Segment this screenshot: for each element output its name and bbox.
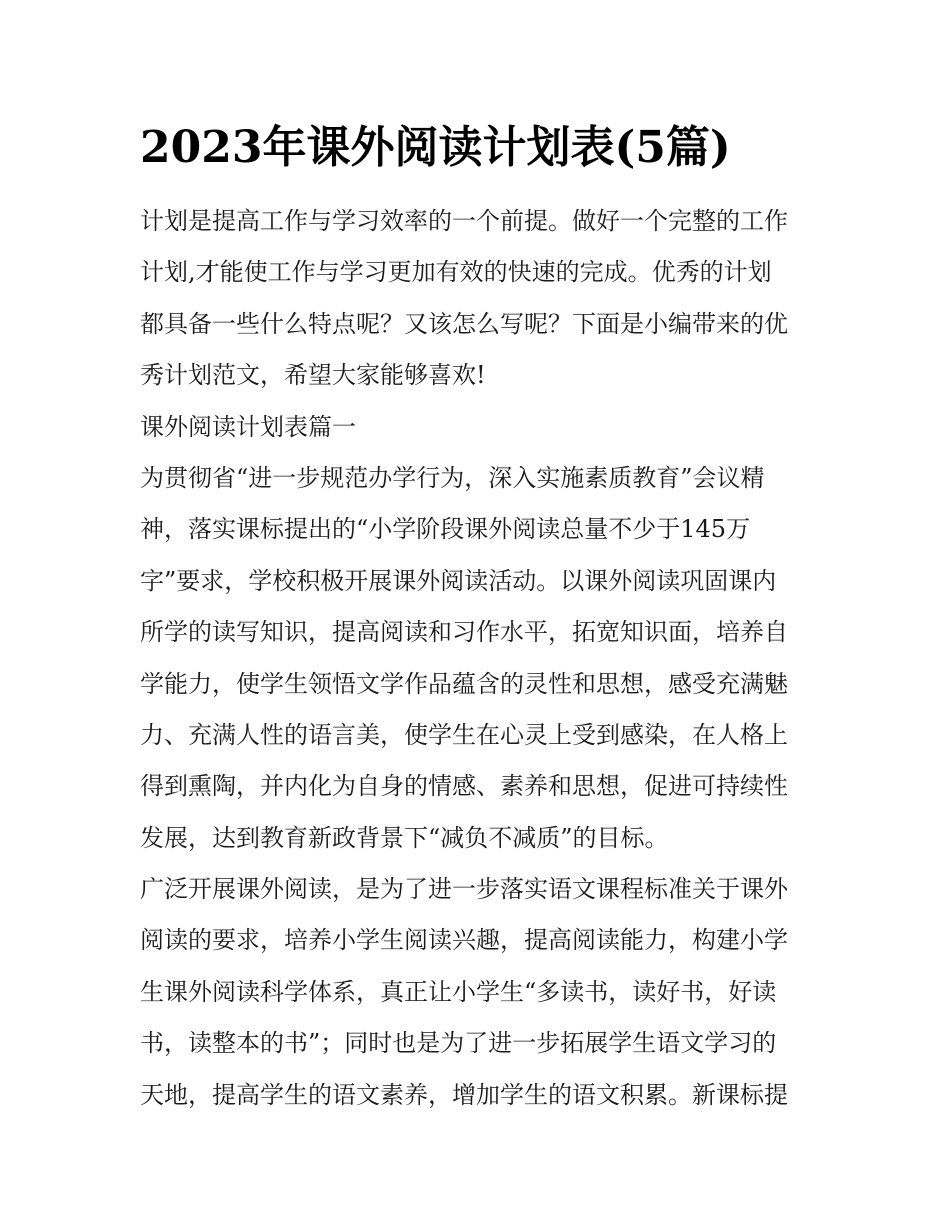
section-heading: 课外阅读计划表篇一 (140, 412, 356, 441)
body-line: 字”要求，学校积极开展课外阅读活动。以课外阅读巩固课内 (140, 566, 777, 595)
body-line: 为贯彻省“进一步规范办学行为，深入实施素质教育”会议精 (140, 463, 765, 492)
body-line: 天地，提高学生的语文素养，增加学生的语文积累。新课标提 (140, 1080, 788, 1109)
body-line: 学能力，使学生领悟文学作品蕴含的灵性和思想，感受充满魅 (140, 669, 788, 698)
body-line: 力、充满人性的语言美，使学生在心灵上受到感染，在人格上 (140, 720, 788, 749)
body-line: 生课外阅读科学体系，真正让小学生“多读书，读好书，好读 (140, 977, 777, 1006)
body-line: 计划是提高工作与学习效率的一个前提。做好一个完整的工作 (140, 207, 788, 235)
body-line: 秀计划范文，希望大家能够喜欢! (140, 361, 486, 390)
document-title: 2023年课外阅读计划表(5篇) (140, 122, 731, 173)
body-line: 广泛开展课外阅读，是为了进一步落实语文课程标准关于课外 (140, 875, 788, 904)
body-line: 都具备一些什么特点呢？又该怎么写呢？下面是小编带来的优 (140, 309, 788, 338)
body-line: 书，读整本的书”；同时也是为了进一步拓展学生语文学习的 (140, 1029, 777, 1058)
body-line: 所学的读写知识，提高阅读和习作水平，拓宽知识面，培养自 (140, 618, 788, 647)
body-line: 阅读的要求，培养小学生阅读兴趣，提高阅读能力，构建小学 (140, 926, 788, 955)
body-line: 发展，达到教育新政背景下“减负不减质”的目标。 (140, 823, 669, 852)
document-body (140, 196, 820, 1121)
body-line: 计划,才能使工作与学习更加有效的快速的完成。优秀的计划 (140, 258, 772, 287)
body-line: 神，落实课标提出的“小学阶段课外阅读总量不少于145万 (140, 515, 751, 544)
body-line: 得到熏陶，并内化为自身的情感、素养和思想，促进可持续性 (140, 772, 788, 801)
